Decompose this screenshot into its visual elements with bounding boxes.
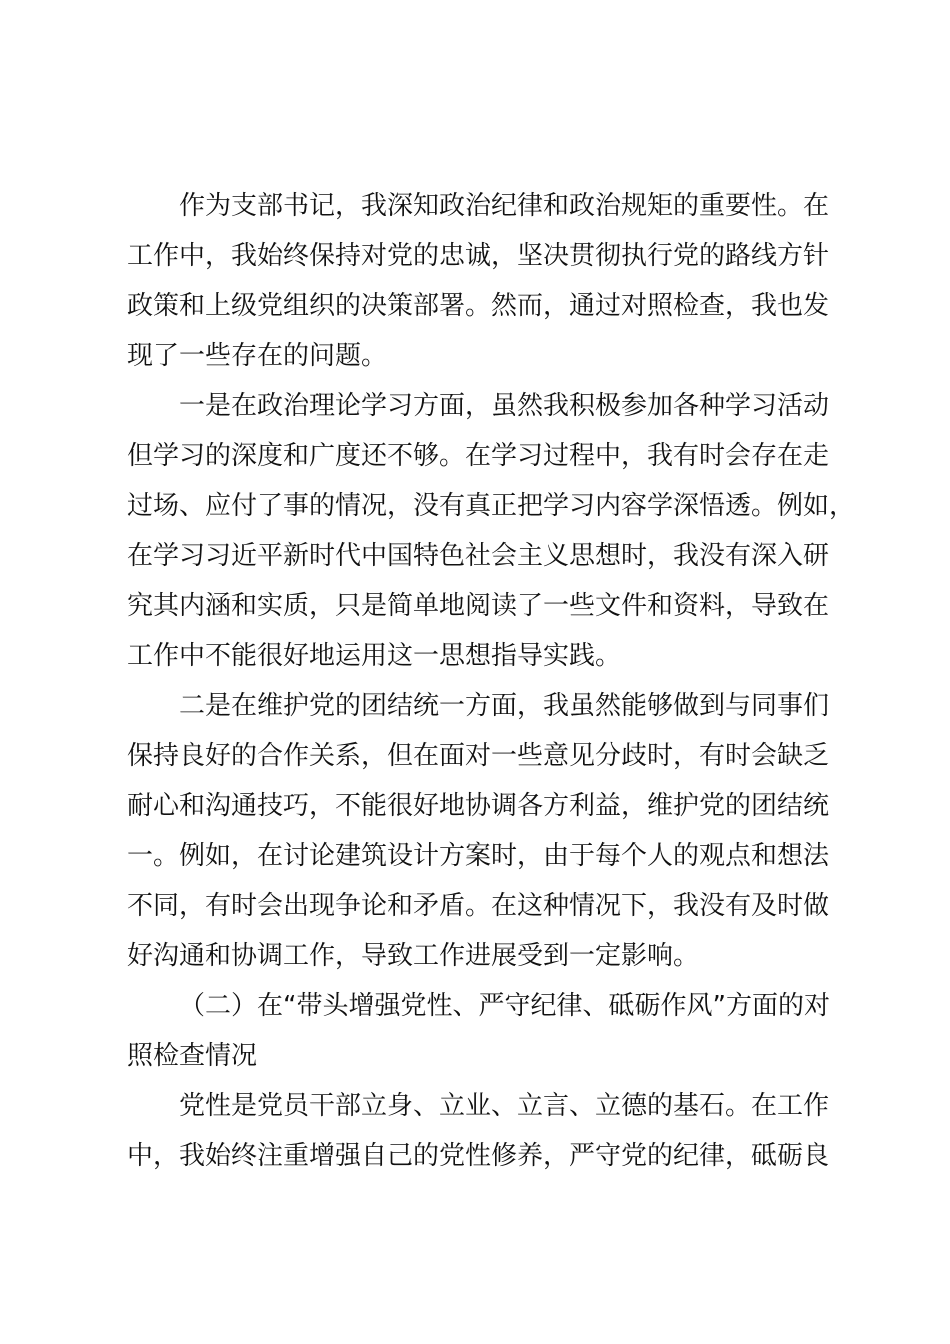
text-line: 二是在维护党的团结统一方面，我虽然能够做到与同事们: [179, 691, 830, 721]
text-line: 但学习的深度和广度还不够。在学习过程中，我有时会存在走: [127, 441, 830, 471]
section-heading-two: [127, 981, 847, 1081]
text-line: 作为支部书记，我深知政治纪律和政治规矩的重要性。在: [179, 191, 830, 221]
text-line: 照检查情况: [127, 1041, 258, 1071]
paragraph-party-unity: [127, 681, 847, 981]
text-line: 过场、应付了事的情况，没有真正把学习内容学深悟透。例如，: [127, 491, 856, 521]
text-line: 工作中，我始终保持对党的忠诚，坚决贯彻执行党的路线方针: [127, 241, 830, 271]
text-line: （二）在“带头增强党性、严守纪律、砥砺作风”方面的对: [179, 991, 830, 1021]
text-line: 不同，有时会出现争论和矛盾。在这种情况下，我没有及时做: [127, 891, 830, 921]
text-line: 耐心和沟通技巧，不能很好地协调各方利益，维护党的团结统: [127, 791, 830, 821]
paragraph-party-spirit: [127, 1081, 847, 1181]
text-line: 保持良好的合作关系，但在面对一些意见分歧时，有时会缺乏: [127, 741, 830, 771]
text-line: 工作中不能很好地运用这一思想指导实践。: [127, 641, 622, 671]
text-line: 一是在政治理论学习方面，虽然我积极参加各种学习活动: [179, 391, 830, 421]
text-line: 现了一些存在的问题。: [127, 341, 388, 371]
text-line: 政策和上级党组织的决策部署。然而，通过对照检查，我也发: [127, 291, 830, 321]
paragraph-theory-study: [127, 381, 856, 681]
text-line: 在学习习近平新时代中国特色社会主义思想时，我没有深入研: [127, 541, 830, 571]
text-line: 一。例如，在讨论建筑设计方案时，由于每个人的观点和想法: [127, 841, 830, 871]
document-body: [127, 181, 856, 1181]
text-line: 好沟通和协调工作，导致工作进展受到一定影响。: [127, 941, 700, 971]
text-line: 中，我始终注重增强自己的党性修养，严守党的纪律，砥砺良: [127, 1141, 830, 1171]
paragraph-political-discipline: [127, 181, 847, 381]
text-line: 党性是党员干部立身、立业、立言、立德的基石。在工作: [179, 1091, 830, 1121]
text-line: 究其内涵和实质，只是简单地阅读了一些文件和资料，导致在: [127, 591, 830, 621]
